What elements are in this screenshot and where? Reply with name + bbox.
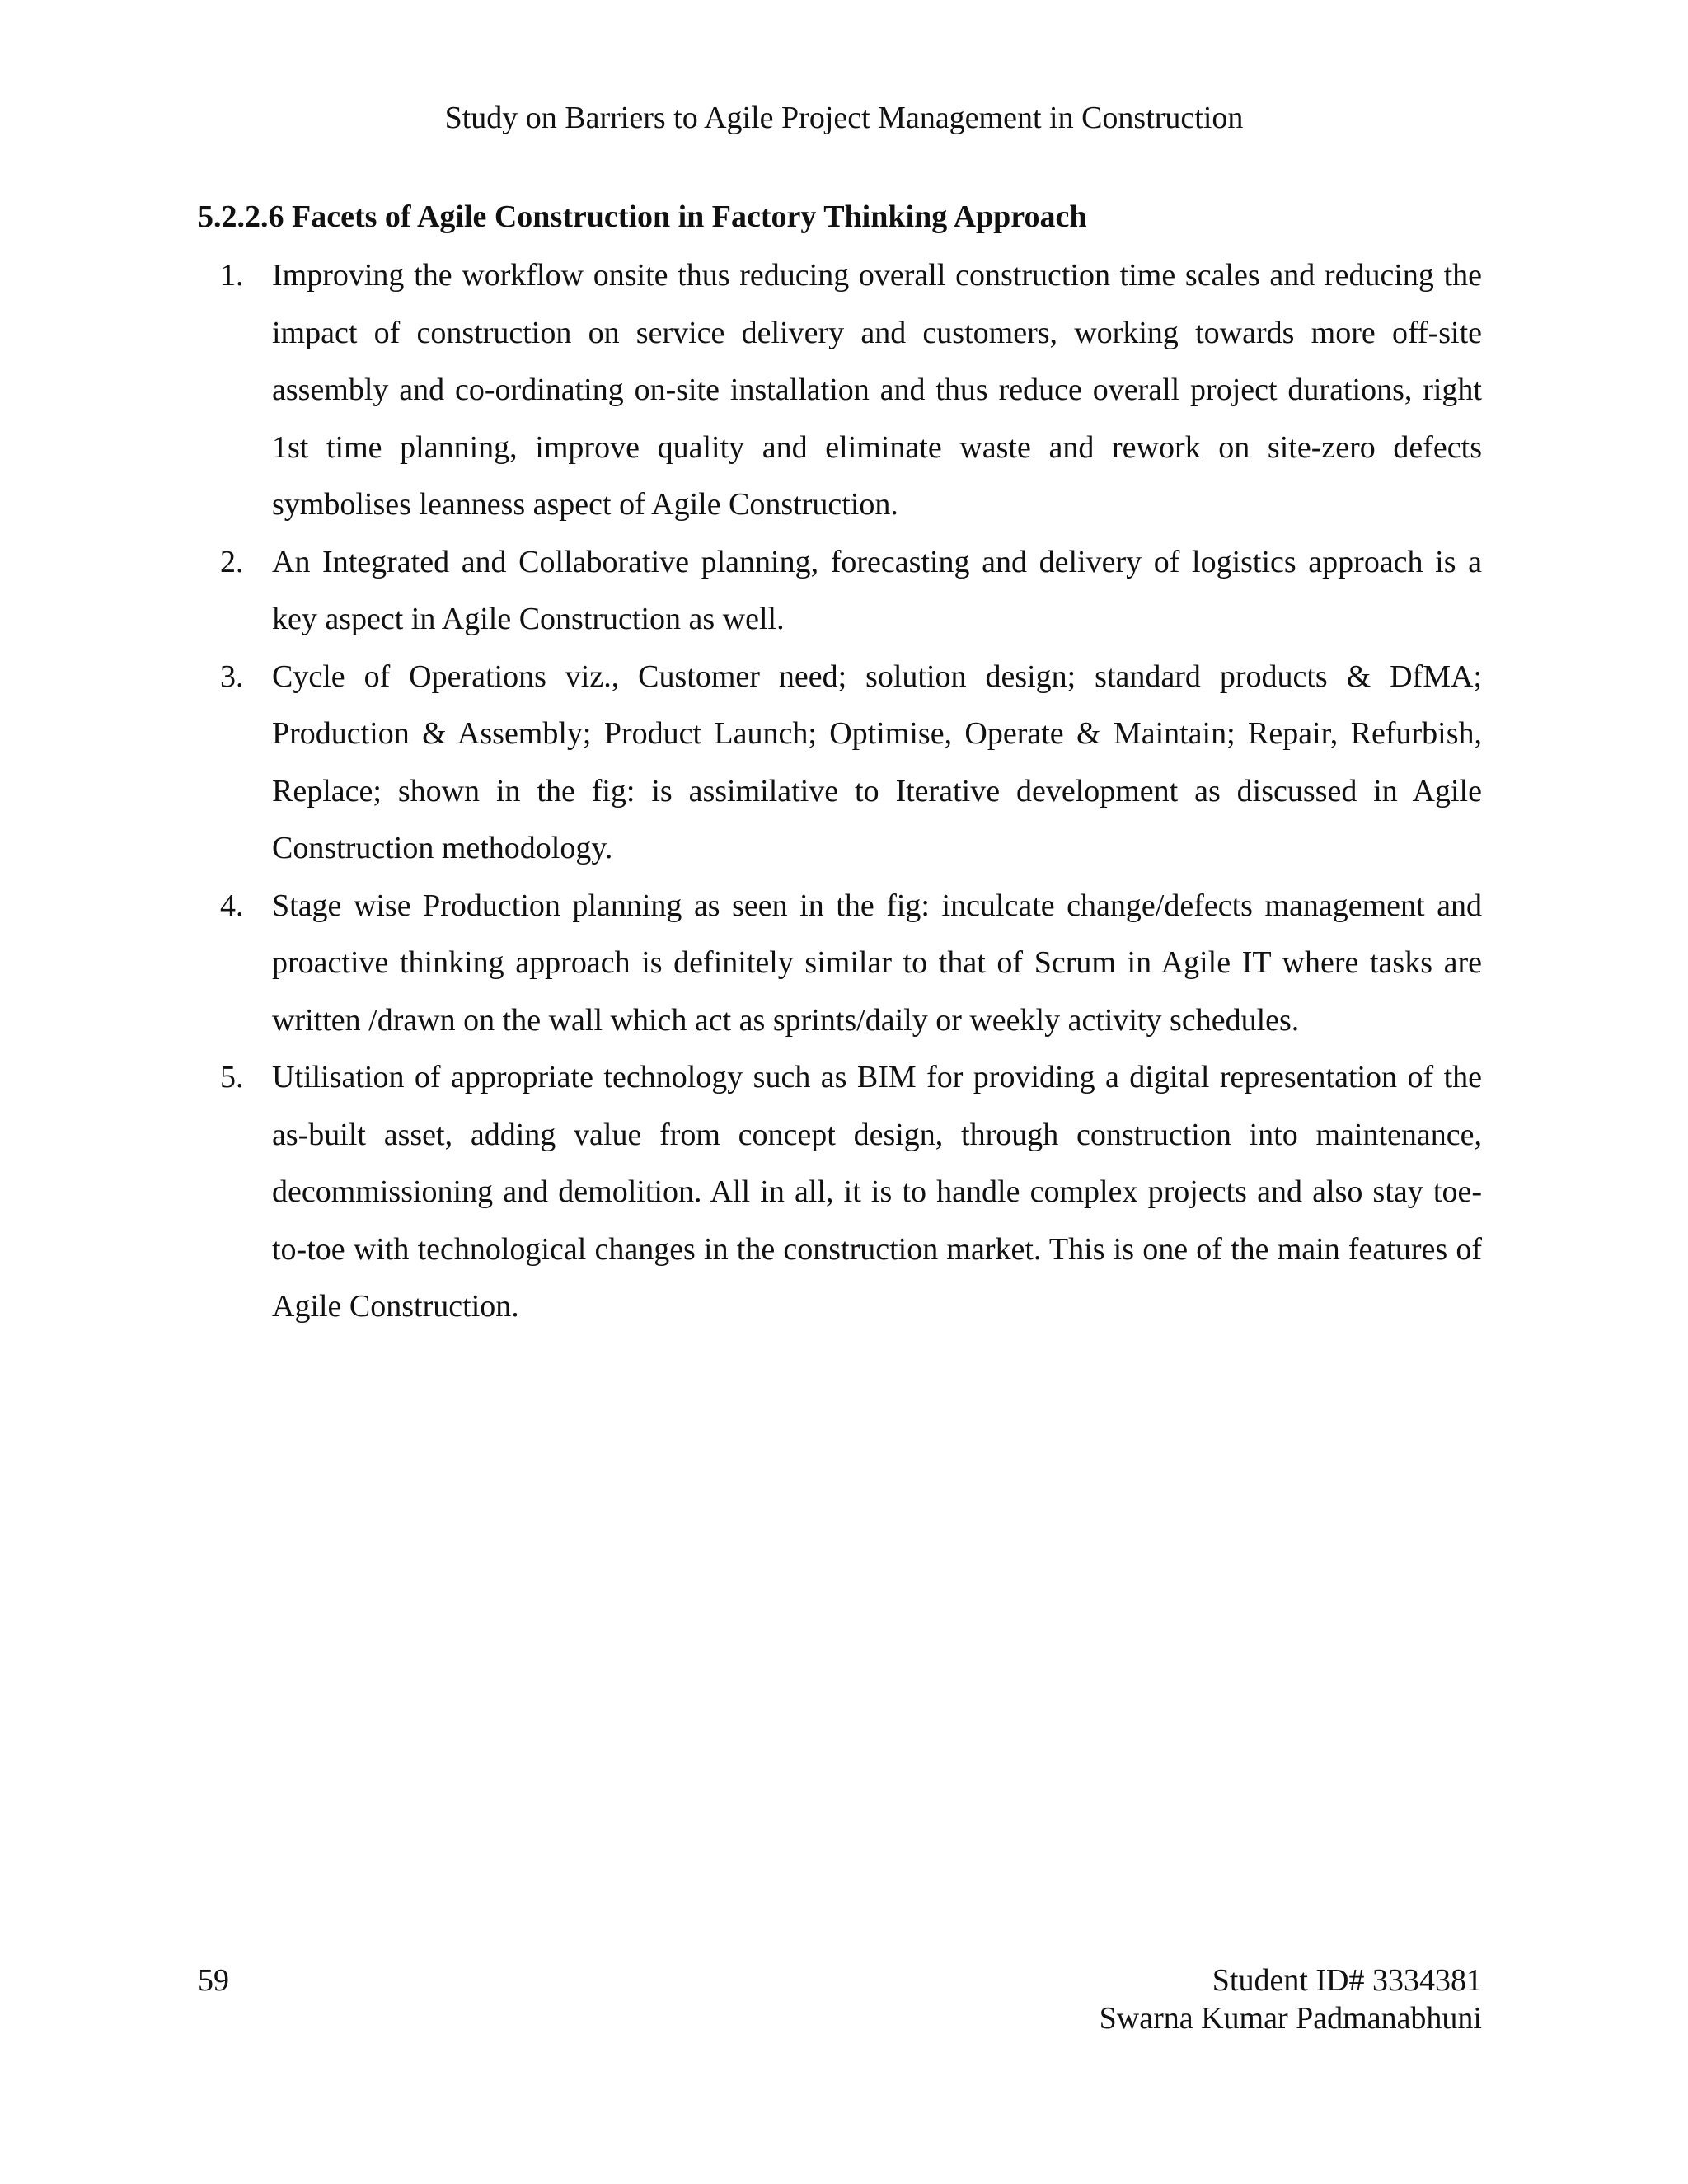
- list-item-number: 4.: [220, 888, 244, 923]
- section-heading: 5.2.2.6 Facets of Agile Construction in Factory Thinking Approach: [198, 199, 1087, 234]
- running-header: Study on Barriers to Agile Project Management in Construction: [444, 101, 1244, 135]
- list-item-text: Utilisation of appropriate technology such as BIM for providing a digital representation of the as-built asset, adding value from concept design, through construction into maintenance, decommissioning and demolition. All in all, it is to handle complex projects and also stay toe-to-toe with technological changes in the construction market. This is one of the main features of Agile Construction.: [272, 1060, 1482, 1324]
- list-item-text: Cycle of Operations viz., Customer need; solution design; standard products & DfMA; Production & Assembly; Product Launch; Optimise, Operate & Maintain; Repair, Refurbish, Replace; shown in the fig: is assimilative to Iterative development as discussed in Agile Construction methodology.: [272, 658, 1482, 865]
- list-item-text: An Integrated and Collaborative planning, forecasting and delivery of logistics approach is a key aspect in Agile Construction as well.: [272, 544, 1482, 636]
- student-id: Student ID# 3334381: [1212, 1963, 1482, 1998]
- list-item: [198, 878, 1482, 1050]
- list-item: [198, 534, 1482, 649]
- list-item-number: 3.: [220, 658, 244, 694]
- facet-list: [198, 247, 1482, 1336]
- list-item: [198, 649, 1482, 878]
- footer-author-block: [1100, 1961, 1482, 2037]
- list-item: [198, 247, 1482, 534]
- author-name: Swarna Kumar Padmanabhuni: [1099, 2001, 1482, 2036]
- list-item-text: Stage wise Production planning as seen in the fig: inculcate change/defects management and proactive thinking approach is definitely similar to that of Scrum in Agile IT where tasks are written /drawn on the wall which act as sprints/daily or weekly activity schedules.: [272, 888, 1482, 1038]
- list-item: [198, 1049, 1482, 1336]
- page-number: 59: [198, 1963, 229, 1998]
- list-item-number: 2.: [220, 544, 244, 579]
- list-item-number: 5.: [220, 1060, 244, 1094]
- list-item-number: 1.: [220, 258, 244, 293]
- list-item-text: Improving the workflow onsite thus reducing overall construction time scales and reducing the impact of construction on service delivery and customers, working towards more off-site assembly and co-ordinating on-site installation and thus reduce overall project durations, right 1st time planning, improve quality and eliminate waste and rework on site-zero defects symbolises leanness aspect of Agile Construction.: [272, 258, 1482, 522]
